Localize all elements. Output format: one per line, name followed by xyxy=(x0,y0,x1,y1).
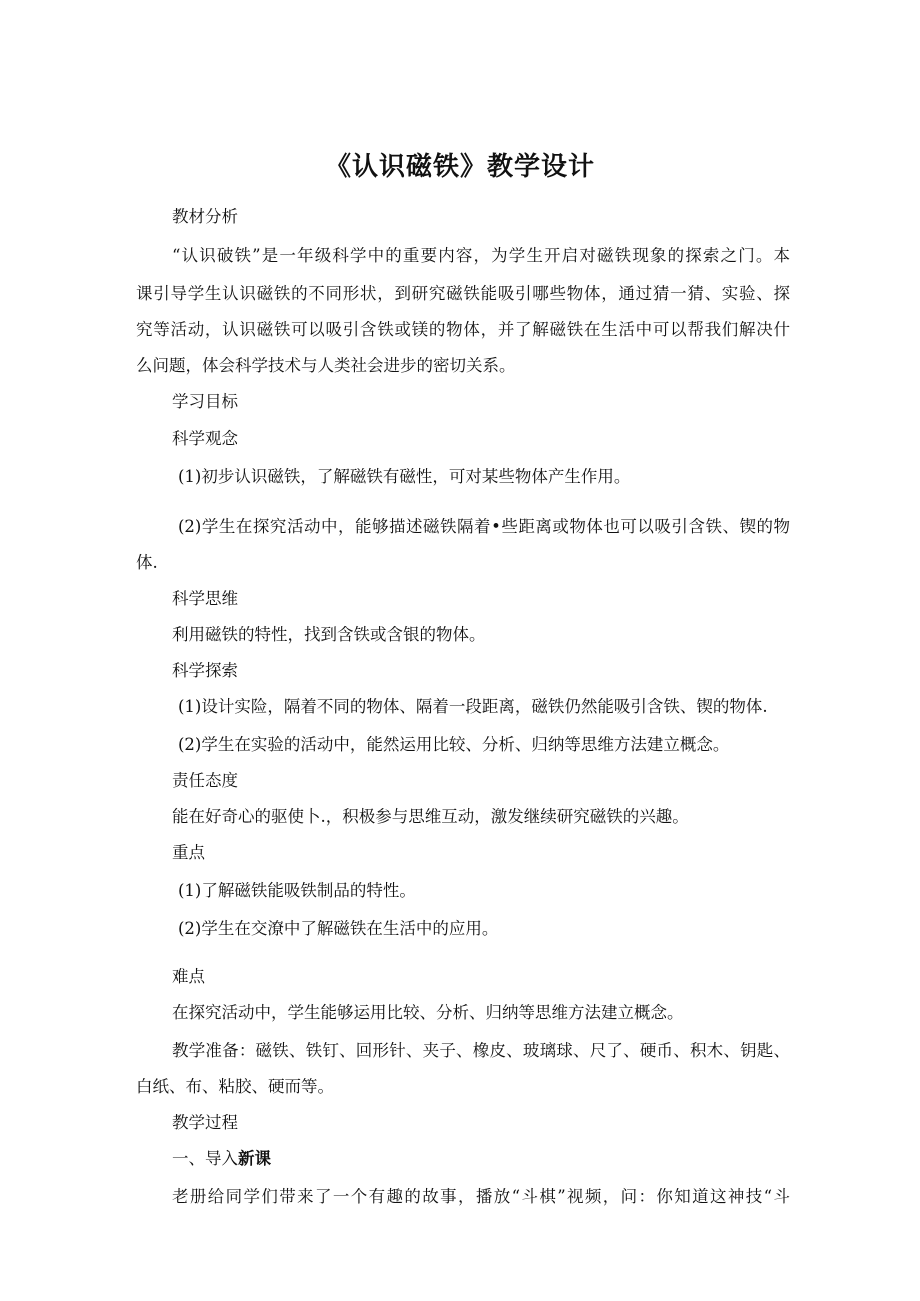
difficulty-text: 在探究活动中，学生能够运用比较、分析、归纳等思维方法建立概念。 xyxy=(172,1003,684,1022)
document-title: 《认识磁铁》教学设计 xyxy=(324,152,595,182)
material-paragraph-line-1: “认识破铁”是一年级科学中的重要内容，为学生开启对磁铁现象的探索之门。本 xyxy=(172,246,790,265)
material-paragraph-line-2: 课引导学生认识磁铁的不同形状，到研究磁铁能吸引哪些物体，通过猜一猜、实验、探 xyxy=(136,284,790,303)
heading-science-thinking: 科学思维 xyxy=(172,589,238,608)
attitude-text: 能在好奇心的驱使卜.，积极参与思维互动，激发继续研究磁铁的兴趣。 xyxy=(172,807,689,826)
heading-learning-goals: 学习目标 xyxy=(172,392,238,411)
thinking-text: 利用磁铁的特性，找到含铁或含银的物体。 xyxy=(172,625,486,644)
section-1-text: 老册给同学们带来了一个有趣的故事，播放“斗棋”视频，问：你知道这神技“斗 xyxy=(172,1187,790,1206)
teaching-prep-line-1: 教学准备：磁铁、铁钉、回形针、夹子、橡皮、玻璃球、尺了、硬币、积木、钥匙、 xyxy=(172,1041,790,1060)
material-paragraph-line-4: 么问题，体会科学技术与人类社会进步的密切关系。 xyxy=(136,356,516,375)
concept-item-2-line-2: 体. xyxy=(136,553,158,572)
key-item-2: (2)学生在交潦中了解磁铁在生活中的应用。 xyxy=(178,919,499,938)
teaching-prep-line-2: 白纸、布、粘胶、硬而等。 xyxy=(136,1077,334,1096)
section-1-prefix: 一、导入 xyxy=(172,1149,238,1168)
explore-item-2: (2)学生在实验的活动中，能然运用比较、分析、归纳等思维方法建立概念。 xyxy=(178,735,730,754)
heading-science-explore: 科学探索 xyxy=(172,661,238,680)
heading-key-points: 重点 xyxy=(172,843,205,862)
explore-item-1: (1)设计实险，隔着不同的物体、隔着一段距离，磁铁仍然能吸引含铁、锲的物体. xyxy=(178,697,768,716)
heading-responsibility-attitude: 责任态度 xyxy=(172,771,238,790)
heading-teaching-process: 教学过程 xyxy=(172,1113,238,1132)
concept-item-1: (1)初步认识磁铁，了解磁铁有磁性，可对某些物体产生作用。 xyxy=(178,467,631,486)
heading-science-concept: 科学观念 xyxy=(172,429,238,448)
concept-item-2-line-1: (2)学生在探究活动中，能够描述磁铁隔着•些距离或物体也可以吸引含铁、锲的物 xyxy=(178,517,790,536)
section-1-heading xyxy=(172,1148,271,1170)
material-paragraph-line-3: 究等活动，认识磁铁可以吸引含铁或镁的物体，并了解磁铁在生活中可以帮我们解决什 xyxy=(136,320,790,339)
key-item-1: (1)了解磁铁能吸铁制品的特性。 xyxy=(178,881,416,900)
heading-difficulty: 难点 xyxy=(172,967,205,986)
section-1-bold: 新课 xyxy=(238,1149,271,1168)
heading-material-analysis: 教材分析 xyxy=(172,207,238,226)
